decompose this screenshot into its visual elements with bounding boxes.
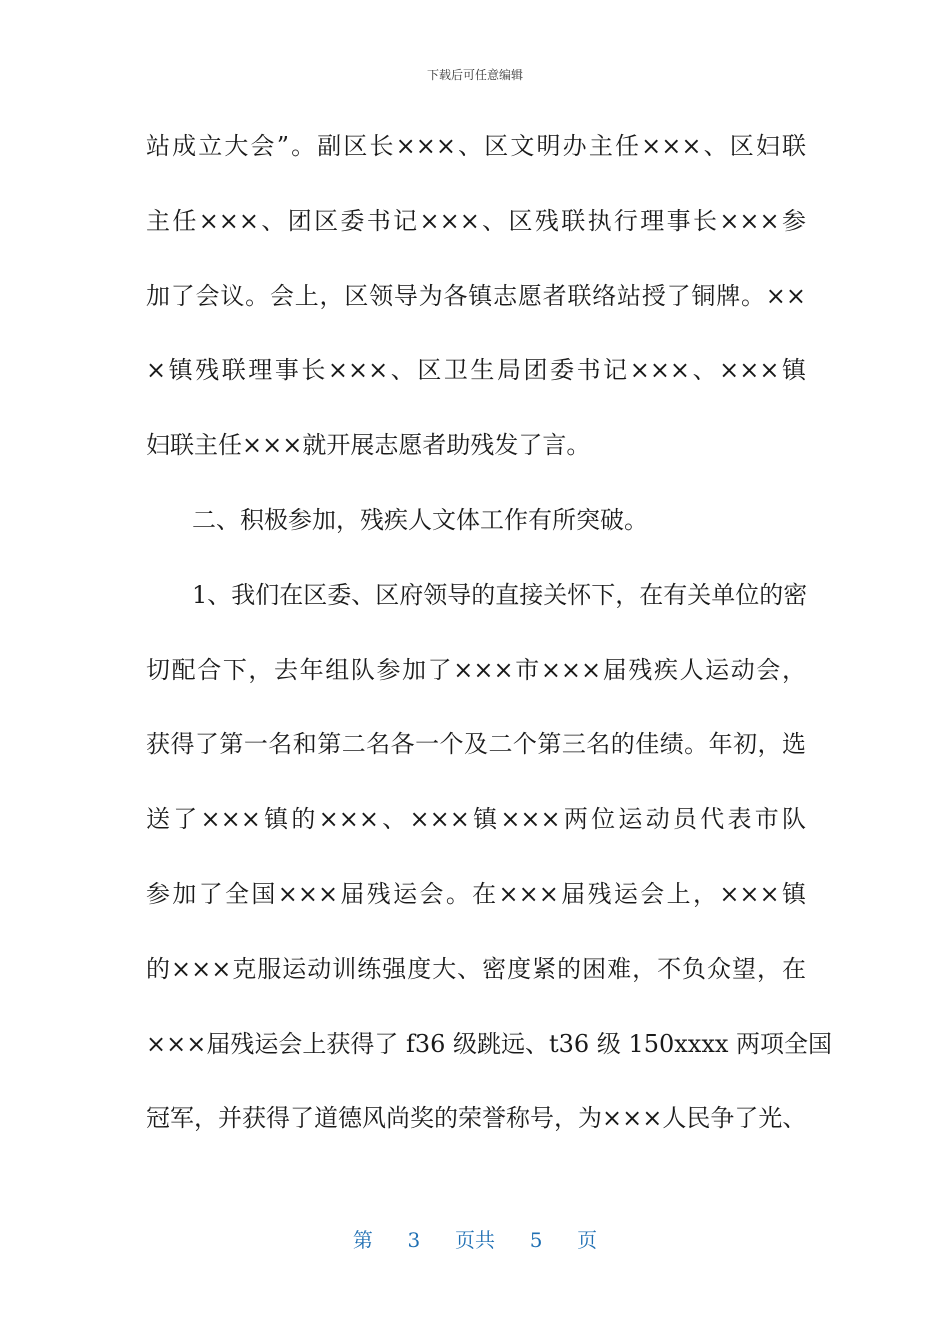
page-footer [0, 1224, 950, 1253]
current-page-number: 3 [407, 1228, 421, 1252]
text-line: 的×××克服运动训练强度大、密度紧的困难，不负众望，在 [146, 954, 806, 983]
page-label-suffix: 页 [577, 1228, 598, 1252]
text-line: 站成立大会”。副区长×××、区文明办主任×××、区妇联 [146, 132, 806, 160]
header-note: 下载后可任意编辑 [426, 68, 523, 82]
text-line: 参加了全国×××届残运会。在×××届残运会上，×××镇 [146, 879, 806, 908]
text-line: 冠军，并获得了道德风尚奖的荣誉称号，为×××人民争了光、 [146, 1104, 807, 1133]
page-label-prefix: 第 [352, 1228, 373, 1252]
total-pages-number: 5 [529, 1228, 543, 1252]
page-label-mid: 页共 [455, 1228, 495, 1252]
text-line: 主任×××、团区委书记×××、区残联执行理事长×××参 [146, 206, 806, 235]
text-line: 获得了第一名和第二名各一个及二个第三名的佳绩。年初，选 [146, 730, 806, 759]
text-line: 妇联主任×××就开展志愿者助残发了言。 [146, 431, 591, 460]
document-body [146, 122, 833, 1169]
text-line: 送了×××镇的×××、×××镇×××两位运动员代表市队 [146, 805, 806, 834]
section-heading: 二、积极参加，残疾人文体工作有所突破。 [192, 505, 648, 534]
text-line: 加了会议。会上，区领导为各镇志愿者联络站授了铜牌。×× [146, 281, 806, 310]
text-line: 切配合下，去年组队参加了×××市×××届残疾人运动会， [146, 655, 806, 684]
text-line: ×××届残运会上获得了 f36 级跳远、t36 级 150xxxx 两项全国 [146, 1029, 833, 1058]
text-line: ×镇残联理事长×××、区卫生局团委书记×××、×××镇 [146, 356, 806, 385]
text-line: 1、我们在区委、区府领导的直接关怀下，在有关单位的密 [192, 580, 808, 609]
